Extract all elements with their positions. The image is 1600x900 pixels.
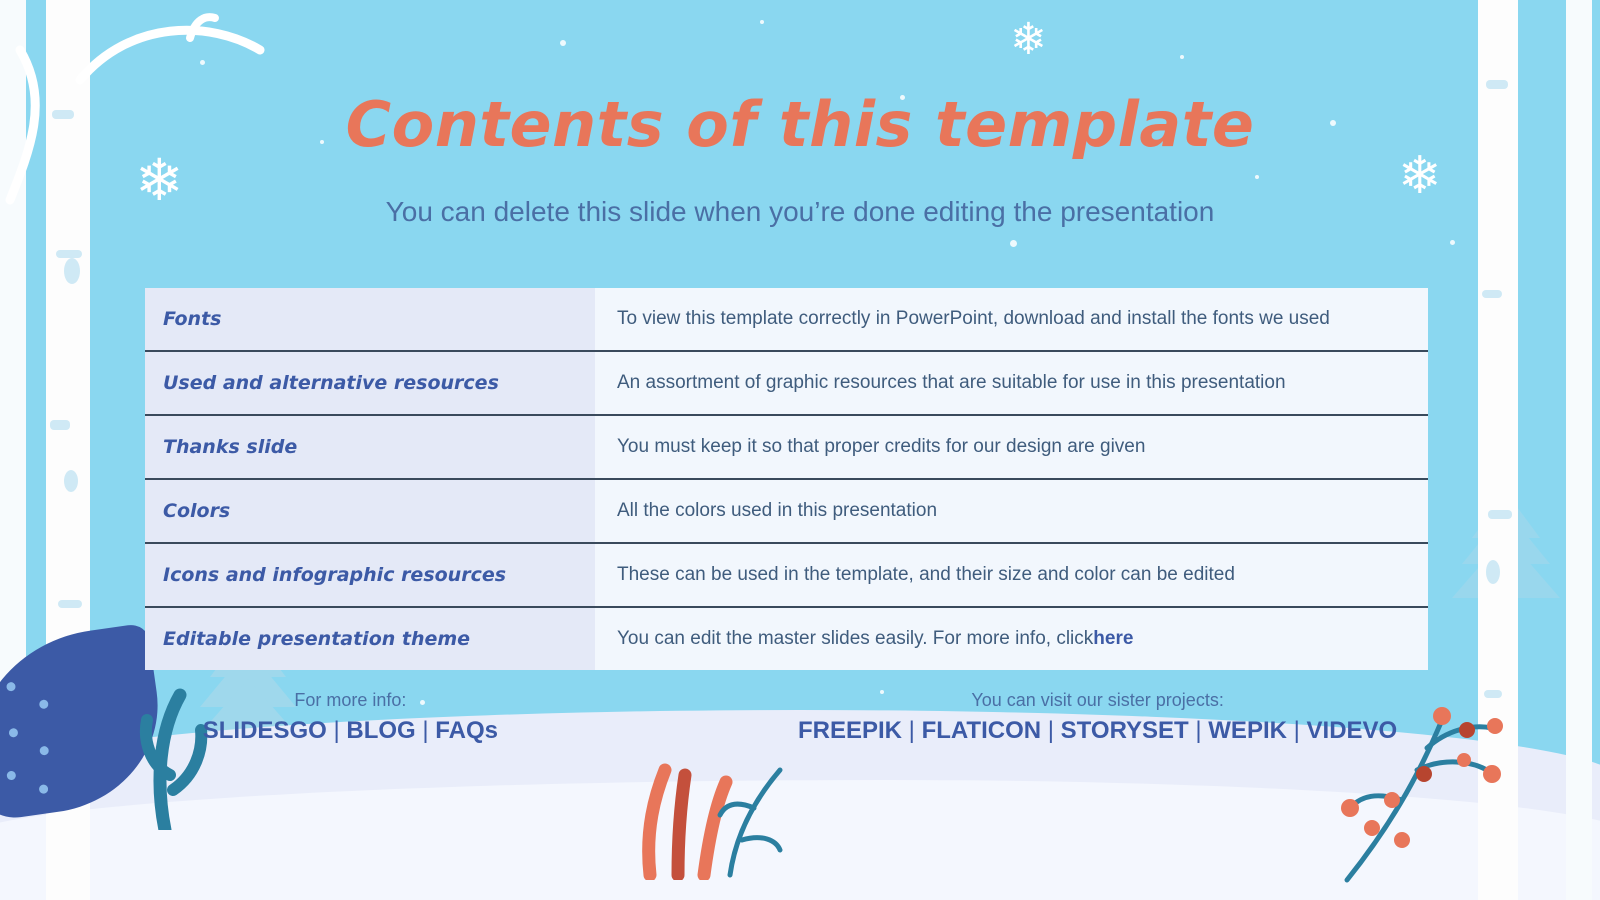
table-row: [145, 416, 1428, 480]
footer-left-links: [203, 717, 498, 745]
link-flaticon[interactable]: FLATICON: [921, 717, 1042, 744]
link-freepik[interactable]: FREEPIK: [797, 717, 902, 744]
table-cell-description: An assortment of graphic resources that are suitable for use in this presentation: [595, 352, 1428, 414]
link-storyset[interactable]: STORYSET: [1060, 717, 1189, 744]
table-cell-name: Thanks slide: [145, 416, 595, 478]
page-subtitle: You can delete this slide when you’re done editing the presentation: [385, 196, 1215, 227]
contents-table: [145, 288, 1428, 670]
table-cell-description: These can be used in the template, and their size and color can be edited: [595, 544, 1428, 606]
table-cell-text: You can edit the master slides easily. For more info, click: [617, 628, 1094, 649]
footer-right-links: [798, 717, 1397, 745]
table-cell-name: Editable presentation theme: [145, 608, 595, 670]
table-row: [145, 288, 1428, 352]
table-row: [145, 352, 1428, 416]
page-title: Contents of this template: [345, 88, 1255, 161]
footer-right-label: You can visit our sister projects:: [971, 690, 1224, 710]
table-cell-name: Fonts: [145, 288, 595, 350]
link-videvo[interactable]: VIDEVO: [1306, 717, 1398, 744]
snowflake-icon: ❄: [1010, 15, 1047, 64]
table-row: [145, 608, 1428, 670]
snowflake-icon: ❄: [135, 148, 184, 213]
here-link[interactable]: here: [1093, 628, 1134, 649]
link-wepik[interactable]: WEPIK: [1208, 717, 1287, 744]
footer: [0, 690, 1600, 745]
table-cell-description: All the colors used in this presentation: [595, 480, 1428, 542]
table-cell-description: To view this template correctly in PowerPoint, download and install the fonts we used: [595, 288, 1428, 350]
link-faqs[interactable]: FAQs: [435, 717, 498, 744]
table-cell-name: Used and alternative resources: [145, 352, 595, 414]
link-separator: |: [415, 717, 436, 744]
footer-left-label: For more info:: [294, 690, 407, 710]
link-separator: |: [1041, 717, 1061, 744]
link-separator: |: [1188, 717, 1209, 744]
footer-right: [798, 690, 1397, 745]
link-separator: |: [326, 717, 347, 744]
link-slidesgo[interactable]: SLIDESGO: [202, 717, 327, 744]
table-cell-description: [595, 608, 1428, 670]
snowflake-icon: ❄: [1398, 147, 1442, 205]
table-cell-description: You must keep it so that proper credits for our design are given: [595, 416, 1428, 478]
table-cell-name: Colors: [145, 480, 595, 542]
table-cell-name: Icons and infographic resources: [145, 544, 595, 606]
link-separator: |: [1286, 717, 1307, 744]
table-row: [145, 544, 1428, 608]
footer-left: [203, 690, 498, 745]
link-blog[interactable]: BLOG: [346, 717, 416, 744]
link-separator: |: [901, 717, 922, 744]
table-row: [145, 480, 1428, 544]
